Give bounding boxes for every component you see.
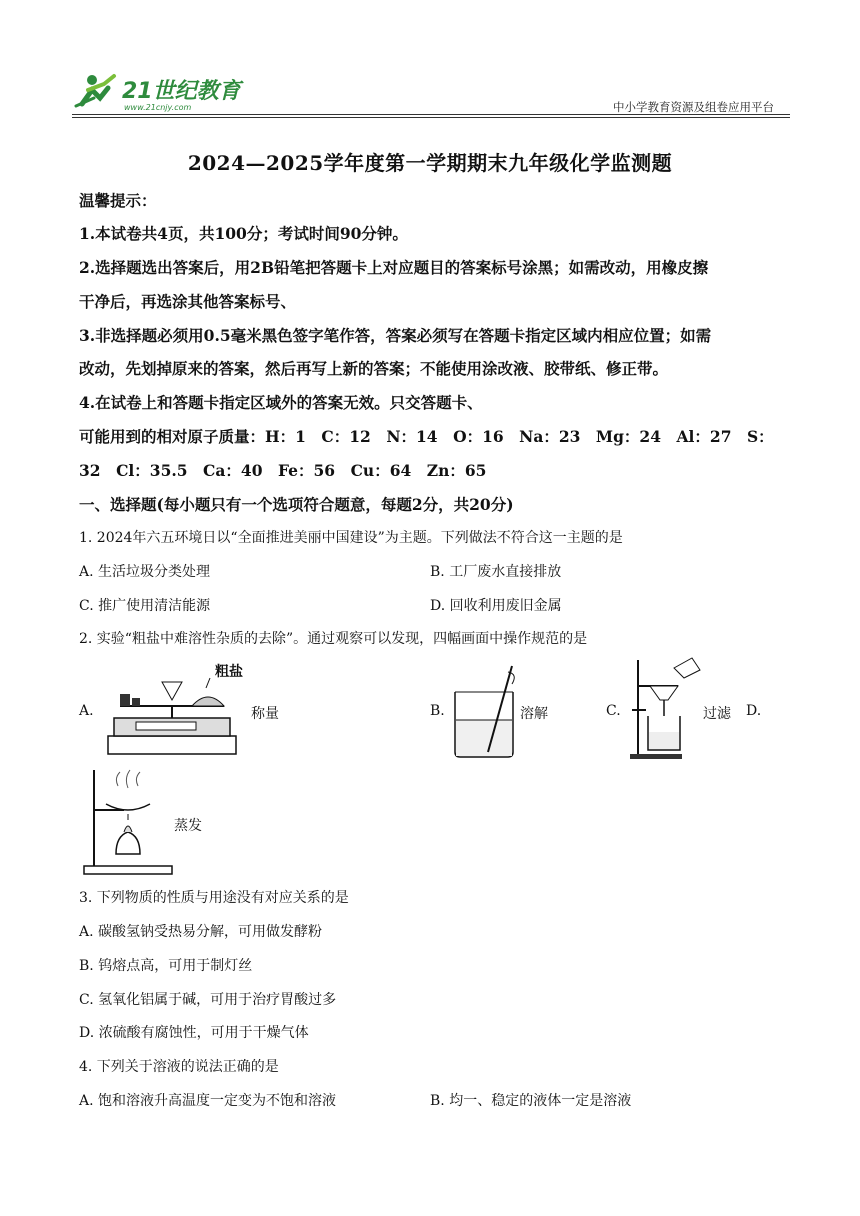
logo [74,68,244,112]
header-divider-thin [72,117,790,118]
evaporation-figure [80,766,176,878]
q3-option-d: D. 浓硫酸有腐蚀性，可用于干燥气体 [79,1025,309,1041]
q2-caption-weighing: 称量 [251,706,279,722]
q2-stem: 2. 实验“粗盐中难溶性杂质的去除”。通过观察可以发现，四幅画面中操作规范的是 [79,631,588,647]
q3-option-c: C. 氢氧化铝属于碱，可用于治疗胃酸过多 [79,992,337,1008]
q2-caption-filtration: 过滤 [703,706,731,722]
q2-caption-dissolving: 溶解 [520,706,548,722]
logo-url-text: www.21cnjy.com [124,103,192,112]
q4-option-b: B. 均一、稳定的液体一定是溶液 [430,1093,632,1109]
q3-option-a: A. 碳酸氢钠受热易分解，可用做发酵粉 [79,924,323,940]
q2-option-d-letter: D. [746,703,762,719]
balance-weighing-figure [100,660,250,760]
q4-stem: 4. 下列关于溶液的说法正确的是 [79,1059,279,1075]
q2-option-a-letter: A. [79,703,94,719]
platform-name: 中小学教育资源及组卷应用平台 [613,100,774,114]
q3-stem: 3. 下列物质的性质与用途没有对应关系的是 [79,890,349,906]
tip-3b: 改动，先划掉原来的答案，然后再写上新的答案；不能使用涂改液、胶带纸、修正带。 [79,359,669,378]
page-title: 2024—2025学年度第一学期期末九年级化学监测题 [187,151,673,175]
beaker-dissolving-figure [450,662,520,760]
filtration-figure [628,656,704,762]
coarse-salt-label: 粗盐 [215,664,243,680]
atomic-mass-line2: 32 Cl：35.5 Ca：40 Fe：56 Cu：64 Zn：65 [79,461,487,480]
q2-option-c-letter: C. [606,703,621,719]
tip-4: 4.在试卷上和答题卡指定区域外的答案无效。只交答题卡、 [79,393,483,412]
q1-stem: 1. 2024年六五环境日以“全面推进美丽中国建设”为主题。下列做法不符合这一主题的是 [79,530,623,546]
runner-logo-icon [74,68,244,112]
section-heading: 一、选择题(每小题只有一个选项符合题意，每题2分，共20分) [79,495,514,514]
tips-heading: 温馨提示： [79,191,157,210]
q3-option-b: B. 钨熔点高，可用于制灯丝 [79,958,253,974]
q4-option-a: A. 饱和溶液升高温度一定变为不饱和溶液 [79,1093,337,1109]
logo-main-text: 21世纪教育 [122,79,241,104]
q1-option-a: A. 生活垃圾分类处理 [79,564,211,580]
q1-option-d: D. 回收利用废旧金属 [430,598,562,614]
q2-option-b-letter: B. [430,703,445,719]
atomic-mass-line1: 可能用到的相对原子质量：H：1 C：12 N：14 O：16 Na：23 Mg：24 Al：27 S： [79,427,774,446]
q2-caption-evaporation: 蒸发 [174,818,202,834]
header-divider [72,114,790,115]
tip-3a: 3.非选择题必须用0.5毫米黑色签字笔作答，答案必须写在答题卡指定区域内相应位置；如需 [79,326,712,345]
tip-1: 1.本试卷共4页，共100分；考试时间90分钟。 [79,224,408,243]
tip-2b: 干净后，再选涂其他答案标号、 [79,292,297,311]
tip-2a: 2.选择题选出答案后，用2B铅笔把答题卡上对应题目的答案标号涂黑；如需改动，用橡皮擦 [79,258,709,277]
q1-option-c: C. 推广使用清洁能源 [79,598,211,614]
q1-option-b: B. 工厂废水直接排放 [430,564,562,580]
